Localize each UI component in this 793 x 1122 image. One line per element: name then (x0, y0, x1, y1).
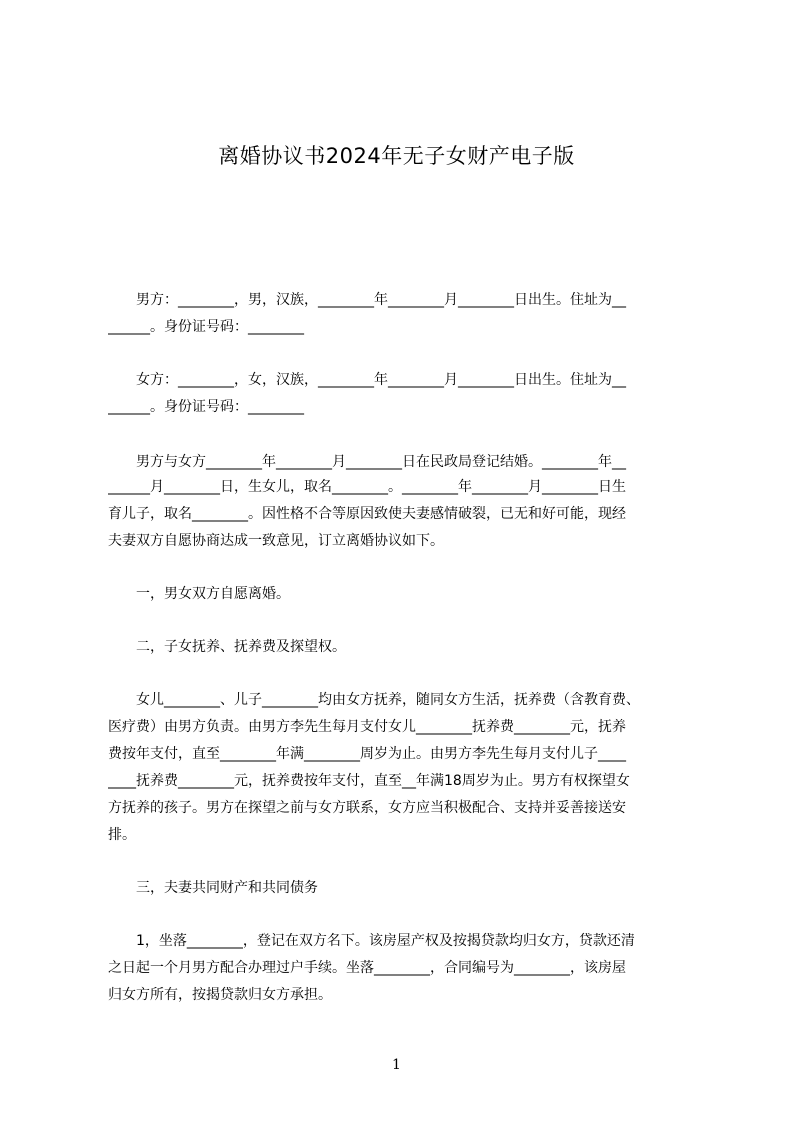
paragraph-line: ______月________日，生女儿，取名________。________年________月________日生 (108, 479, 626, 495)
paragraph-line: ______。身份证号码：________ (108, 319, 304, 335)
page-number: 1 (392, 1057, 401, 1073)
paragraph-line: 女方：________，女，汉族，________年________月________日出生。住址为__ (136, 372, 626, 388)
paragraph-line: ______。身份证号码：________ (108, 399, 304, 415)
paragraph-line: 归女方所有，按揭贷款归女方承担。 (108, 987, 332, 1003)
section-heading: 一，男女双方自愿离婚。 (136, 586, 290, 602)
paragraph-line: ____抚养费________元，抚养费按年支付，直至__年满18周岁为止。男方有权探望女 (108, 773, 630, 789)
paragraph-line: 男方与女方________年________月________日在民政局登记结婚。________年__ (136, 454, 626, 470)
section-heading: 三，夫妻共同财产和共同债务 (136, 880, 318, 896)
paragraph-line: 排。 (108, 827, 136, 843)
paragraph-line: 男方：________，男，汉族，________年________月________日出生。住址为__ (136, 292, 626, 308)
paragraph-line: 育儿子，取名________。因性格不合等原因致使夫妻感情破裂，已无和好可能，现经 (108, 506, 626, 522)
paragraph-line: 夫妻双方自愿协商达成一致意见，订立离婚协议如下。 (108, 533, 444, 549)
paragraph-line: 费按年支付，直至________年满________周岁为止。由男方李先生每月支付儿子____ (108, 746, 626, 762)
paragraph-line: 医疗费）由男方负责。由男方李先生每月支付女儿________抚养费________元，抚养 (108, 719, 626, 735)
section-heading: 二，子女抚养、抚养费及探望权。 (136, 639, 346, 655)
paragraph-line: 之日起一个月男方配合办理过户手续。坐落________，合同编号为________，该房屋 (108, 960, 626, 976)
paragraph-line: 女儿________、儿子________均由女方抚养，随同女方生活，抚养费（含教育费、 (136, 692, 640, 708)
document-title: 离婚协议书2024年无子女财产电子版 (218, 144, 575, 168)
paragraph-line: 1，坐落________，登记在双方名下。该房屋产权及按揭贷款均归女方，贷款还清 (136, 933, 635, 949)
paragraph-line: 方抚养的孩子。男方在探望之前与女方联系，女方应当积极配合、支持并妥善接送安 (108, 800, 626, 816)
